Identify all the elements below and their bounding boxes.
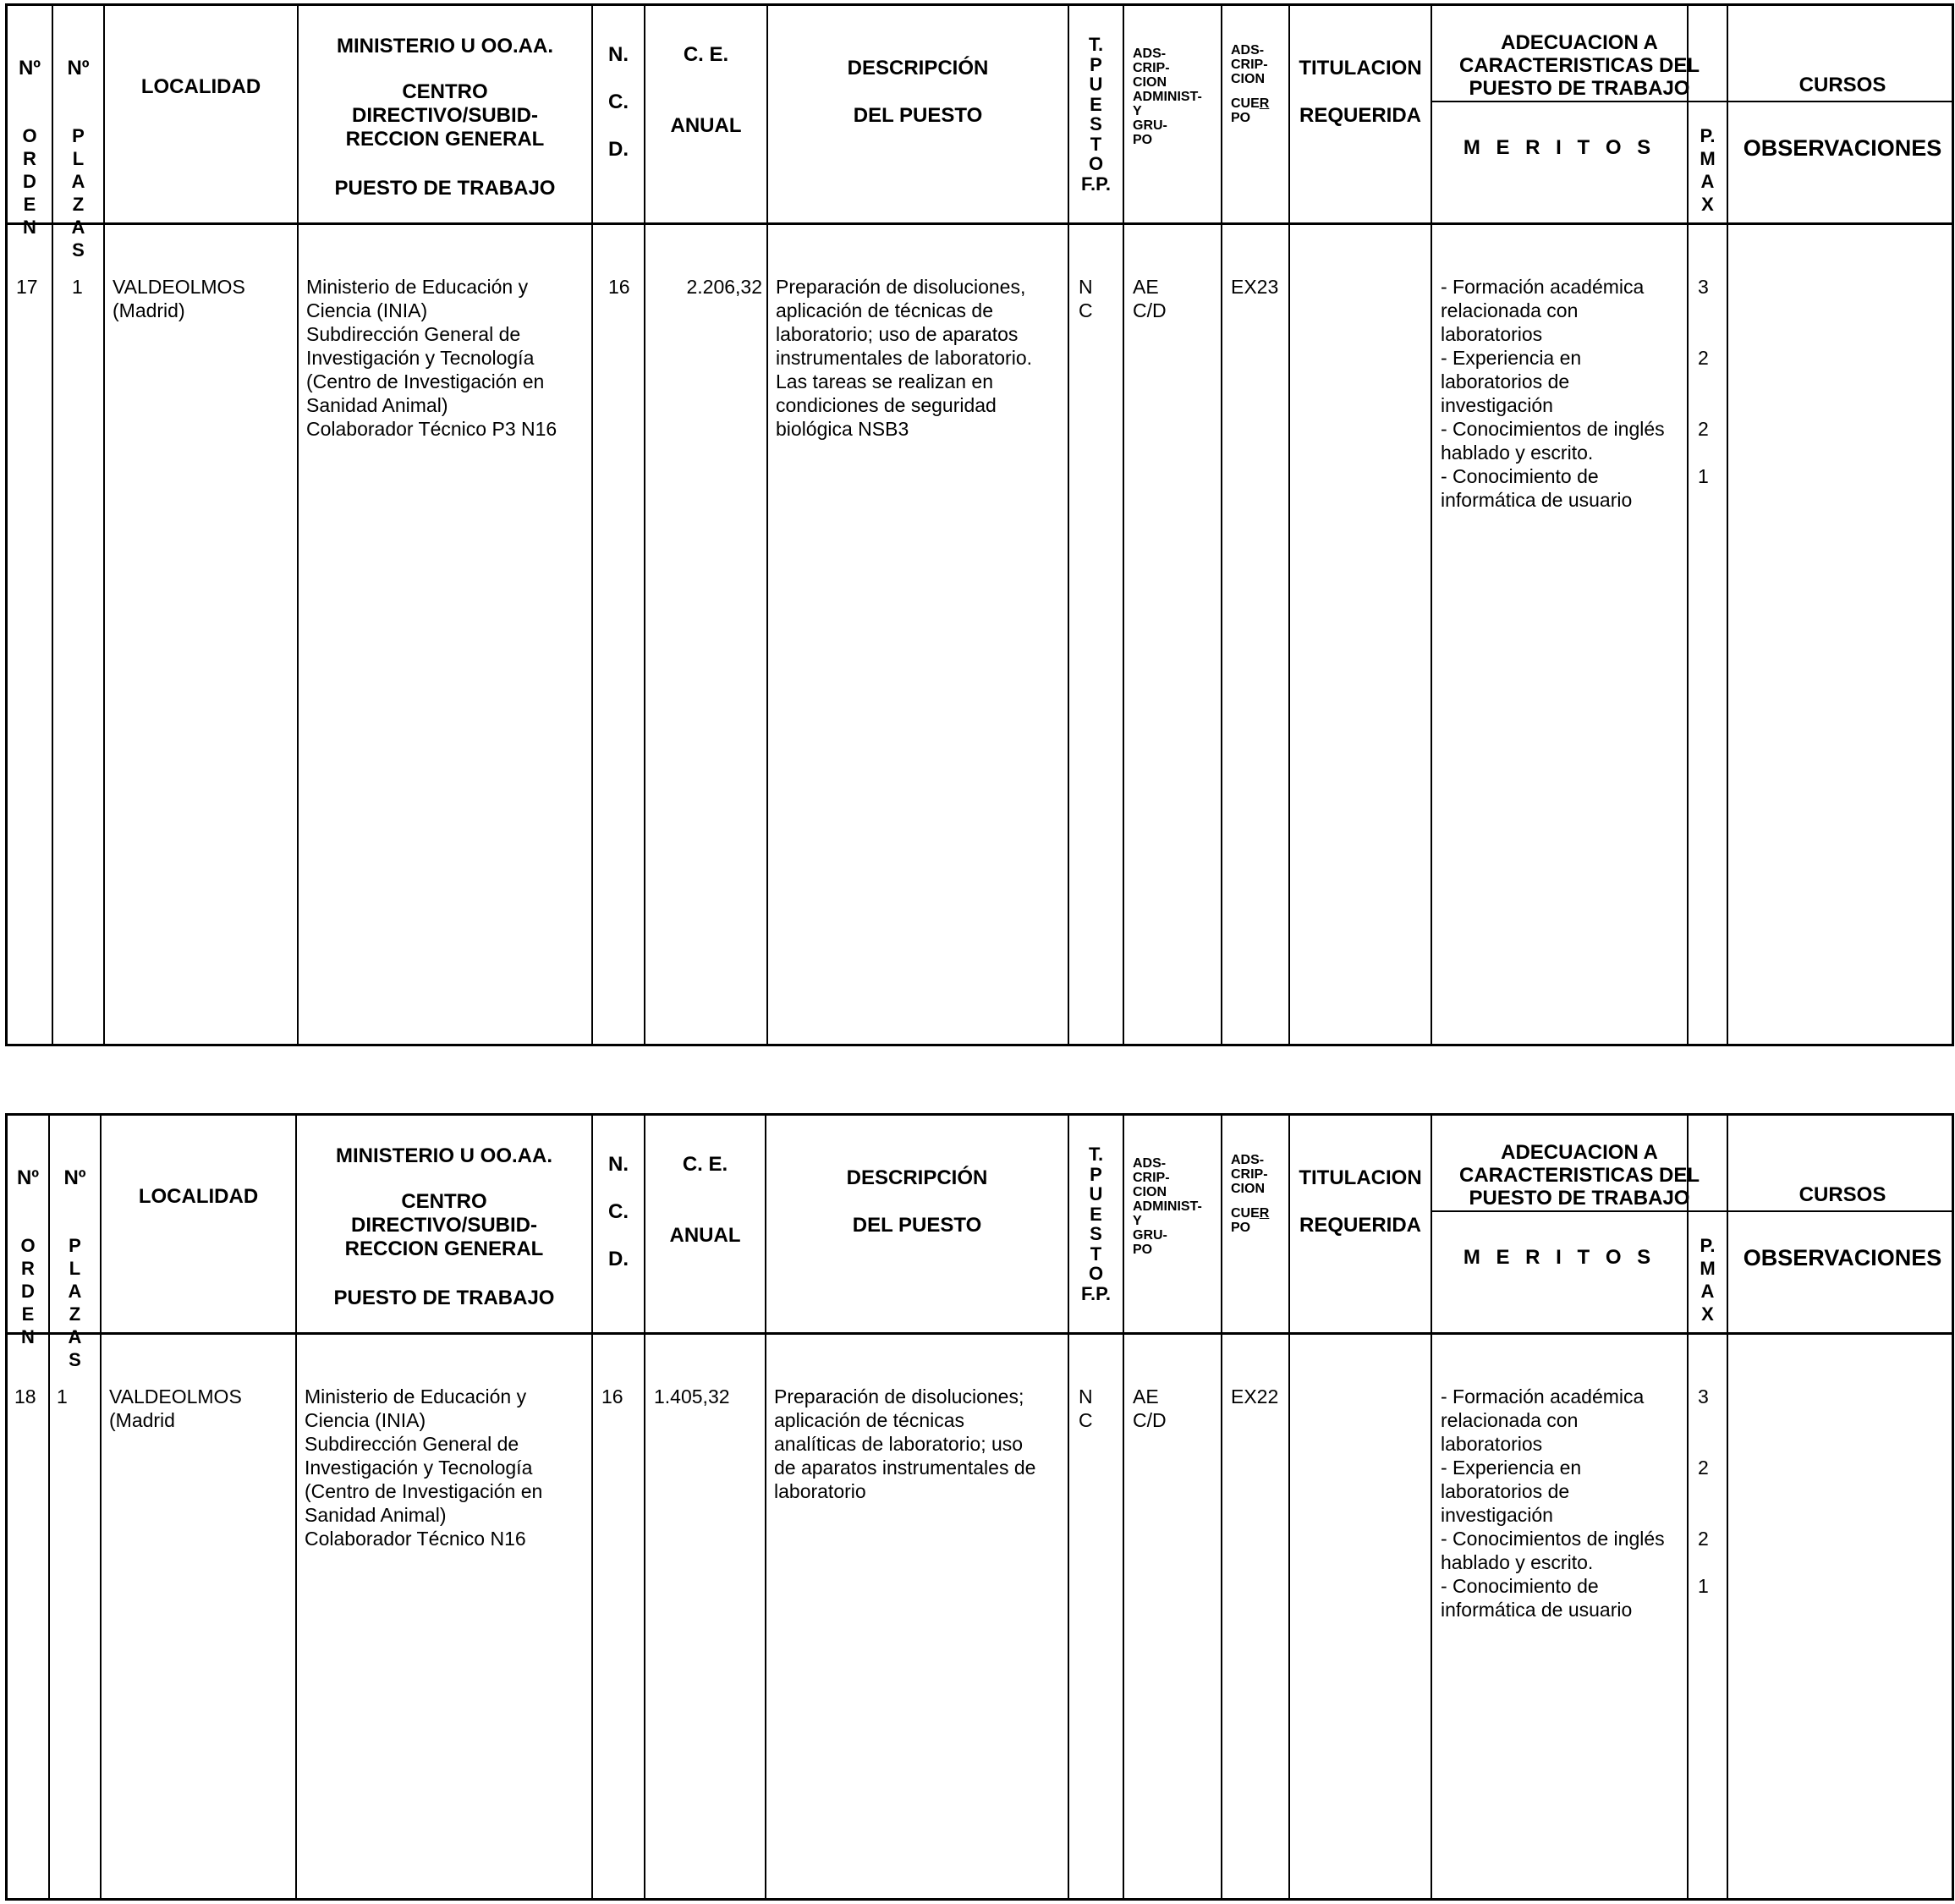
merito-item: - Formación académica relacionada con laboratorios: [1441, 1385, 1645, 1455]
header-ce: C. E. ANUAL: [670, 43, 742, 137]
row-ncd: 16: [608, 276, 630, 298]
header-observaciones: OBSERVACIONES: [1743, 135, 1942, 161]
header-ncd: N. C. D.: [608, 43, 629, 161]
header-descripcion: DESCRIPCIÓN DEL PUESTO: [846, 1166, 988, 1237]
merito-points: 2: [1698, 1457, 1709, 1479]
header-adscripcion-admin: ADS- CRIP- CION ADMINIST- Y GRU- PO: [1133, 47, 1202, 147]
header-pmax: P. M A X: [1700, 125, 1716, 215]
merito-points: 1: [1698, 1575, 1709, 1597]
header-adscripcion-cuerpo: ADS- CRIP- CION CUER PO: [1231, 43, 1270, 125]
header-ministerio: MINISTERIO U OO.AA. CENTRO DIRECTIVO/SUBID- RECCION GENERAL PUESTO DE TRABAJO: [334, 35, 556, 200]
header-descripcion: DESCRIPCIÓN DEL PUESTO: [847, 57, 989, 127]
row-localidad: VALDEOLMOS (Madrid: [109, 1385, 242, 1431]
header-adscripcion-cuerpo: ADS- CRIP- CION CUER PO: [1231, 1153, 1270, 1235]
row-centro: Ministerio de Educación y Ciencia (INIA) Subdirección General de Investigación y Tecnología (Centro de Investigación en Sanidad Animal) Colaborador Técnico P3 N16: [306, 276, 557, 440]
row-ce: 2.206,32: [686, 276, 762, 298]
row-adscripcion-admin: AE C/D: [1133, 1385, 1167, 1431]
header-adecuacion: ADECUACION A CARACTERISTICAS DEL PUESTO DE TRABAJO: [1458, 31, 1700, 100]
header-adscripcion-admin: ADS- CRIP- CION ADMINIST- Y GRU- PO: [1133, 1156, 1202, 1257]
row-descripcion: Preparación de disoluciones, aplicación de técnicas de laboratorio; uso de aparatos instrumentales de laboratorio. Las tareas se realizan en condiciones de seguridad biológica NSB3: [776, 276, 1032, 440]
row-tipo-puesto: N C: [1079, 1385, 1093, 1431]
row-cuerpo: EX23: [1231, 276, 1279, 298]
header-cursos: CURSOS: [1798, 1183, 1886, 1206]
header-titulacion: TITULACION REQUERIDA: [1299, 57, 1422, 127]
merito-item: - Experiencia en laboratorios de investigación: [1441, 347, 1582, 416]
row-tipo-puesto: N C: [1079, 276, 1093, 321]
header-n-orden: Nº O R D E N: [16, 1166, 40, 1347]
merito-item: - Conocimientos de inglés hablado y escrito.: [1441, 418, 1665, 464]
header-cursos: CURSOS: [1798, 74, 1886, 96]
row-plazas: 1: [72, 276, 83, 298]
row-descripcion: Preparación de disoluciones; aplicación de técnicas analíticas de laboratorio; uso de aparatos instrumentales de laboratorio: [774, 1385, 1036, 1502]
header-tipo-puesto: T. P U E S T O F.P.: [1080, 34, 1112, 195]
merito-item: - Formación académica relacionada con laboratorios: [1441, 276, 1645, 345]
header-ministerio: MINISTERIO U OO.AA. CENTRO DIRECTIVO/SUBID- RECCION GENERAL PUESTO DE TRABAJO: [333, 1144, 555, 1309]
merito-item: - Conocimientos de inglés hablado y escrito.: [1441, 1528, 1665, 1573]
header-pmax: P. M A X: [1700, 1235, 1716, 1325]
header-meritos: M E R I T O S: [1463, 1246, 1656, 1269]
merito-points: 2: [1698, 1528, 1709, 1550]
merito-item: - Experiencia en laboratorios de investigación: [1441, 1457, 1582, 1526]
merito-item: - Conocimiento de informática de usuario: [1441, 1575, 1633, 1621]
merito-points: 2: [1698, 347, 1709, 369]
header-ncd: N. C. D.: [608, 1153, 629, 1270]
row-ncd: 16: [601, 1385, 623, 1407]
header-adecuacion: ADECUACION A CARACTERISTICAS DEL PUESTO DE TRABAJO: [1458, 1141, 1700, 1210]
row-plazas: 1: [57, 1385, 68, 1407]
header-n-plazas: Nº P L A Z A S: [67, 57, 90, 261]
header-meritos: M E R I T O S: [1463, 136, 1656, 159]
merito-points: 3: [1698, 276, 1709, 298]
merito-item: - Conocimiento de informática de usuario: [1441, 465, 1633, 511]
header-n-orden: Nº O R D E N: [18, 57, 41, 238]
header-tipo-puesto: T. P U E S T O F.P.: [1080, 1144, 1112, 1304]
row-centro: Ministerio de Educación y Ciencia (INIA) Subdirección General de Investigación y Tecnología (Centro de Investigación en Sanidad Animal) Colaborador Técnico N16: [305, 1385, 543, 1550]
header-observaciones: OBSERVACIONES: [1743, 1245, 1942, 1270]
header-ce: C. E. ANUAL: [669, 1153, 741, 1247]
merito-points: 2: [1698, 418, 1709, 440]
row-localidad: VALDEOLMOS (Madrid): [113, 276, 245, 321]
header-n-plazas: Nº P L A Z A S: [63, 1166, 86, 1370]
row-orden: 17: [16, 276, 38, 298]
job-table-1: [5, 3, 1954, 1046]
header-titulacion: TITULACION REQUERIDA: [1299, 1166, 1422, 1237]
row-ce: 1.405,32: [654, 1385, 730, 1407]
header-localidad: LOCALIDAD: [138, 1185, 259, 1208]
row-cuerpo: EX22: [1231, 1385, 1279, 1407]
header-localidad: LOCALIDAD: [140, 75, 261, 98]
row-orden: 18: [14, 1385, 36, 1407]
merito-points: 3: [1698, 1385, 1709, 1407]
row-adscripcion-admin: AE C/D: [1133, 276, 1167, 321]
merito-points: 1: [1698, 465, 1709, 487]
job-table-2: [5, 1113, 1954, 1901]
